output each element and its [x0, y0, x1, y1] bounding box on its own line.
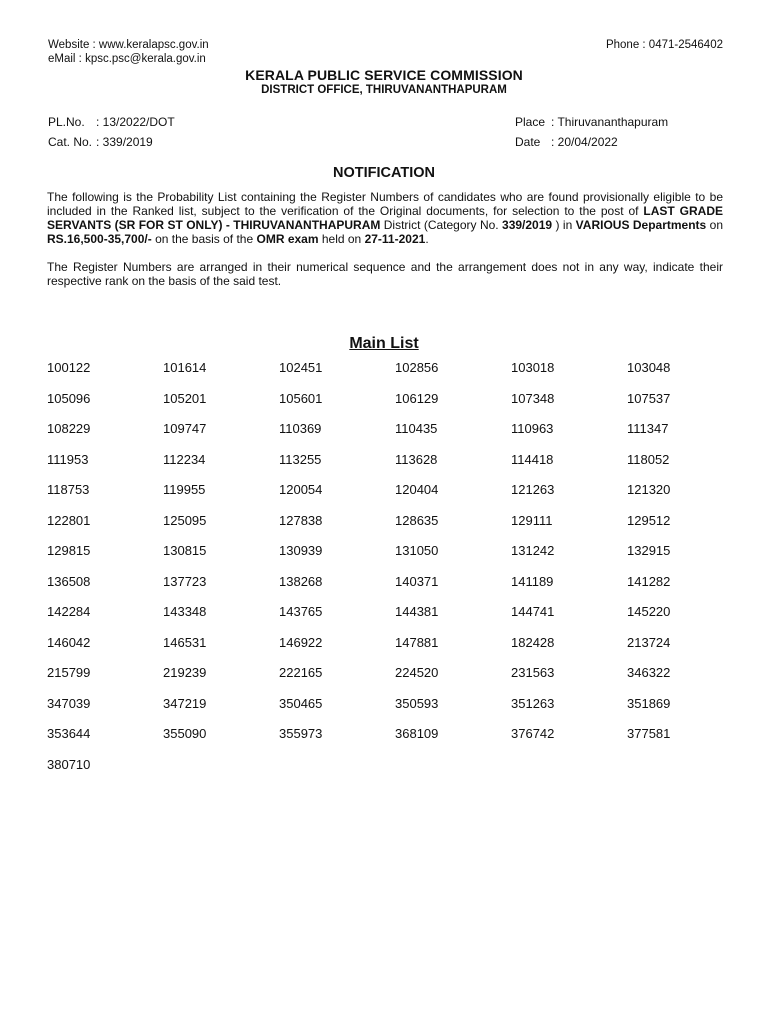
register-number: 142284 — [47, 604, 91, 619]
category-number-row — [48, 135, 153, 149]
register-number: 141189 — [511, 573, 554, 589]
register-number: 120404 — [395, 482, 439, 497]
register-number: 182428 — [511, 634, 555, 650]
place-label: Place — [515, 115, 546, 129]
register-number: 111953 — [47, 451, 89, 467]
notification-paragraph-2: The Register Numbers are arranged in their numerical sequence and the arrangement does not in any way, indicate their respective rank on the basis of the said test. — [47, 260, 723, 288]
register-number: 121320 — [627, 482, 671, 497]
register-number: 351869 — [627, 695, 671, 711]
register-number: 231563 — [511, 665, 555, 680]
register-number: 107537 — [627, 390, 671, 406]
register-number: 346322 — [627, 665, 671, 680]
register-number: 127838 — [279, 512, 323, 528]
register-number: 119955 — [163, 482, 206, 497]
pl-number-label: PL.No. — [48, 115, 85, 129]
register-number: 144741 — [511, 604, 555, 619]
register-number: 107348 — [511, 390, 555, 406]
register-number: 105096 — [47, 390, 91, 406]
register-number: 103018 — [511, 360, 555, 375]
register-number: 131242 — [511, 543, 555, 558]
phone-number: Phone : 0471-2546402 — [605, 39, 723, 51]
register-number: 355090 — [163, 726, 207, 741]
notification-title: NOTIFICATION — [332, 165, 436, 181]
register-number: 120054 — [279, 482, 323, 497]
organization-subtitle: DISTRICT OFFICE, THIRUVANANTHAPURAM — [261, 84, 507, 96]
register-number: 113628 — [395, 451, 438, 467]
register-number: 101614 — [163, 360, 207, 375]
register-number: 144381 — [395, 604, 439, 619]
register-number: 103048 — [627, 360, 671, 375]
register-number: 146531 — [163, 634, 207, 650]
register-number: 129815 — [47, 543, 91, 558]
register-number: 109747 — [163, 421, 207, 436]
category-number-value: : 339/2019 — [96, 135, 153, 149]
date-value: : 20/04/2022 — [551, 135, 618, 149]
pl-number-value: : 13/2022/DOT — [96, 115, 175, 129]
website-link[interactable]: Website : www.keralapsc.gov.in — [48, 39, 209, 51]
register-number: 105201 — [163, 390, 207, 406]
email-link[interactable]: eMail : kpsc.psc@kerala.gov.in — [48, 53, 206, 65]
register-number: 110369 — [279, 421, 322, 436]
register-number: 130815 — [163, 543, 207, 558]
register-number: 146042 — [47, 634, 91, 650]
register-number-grid — [47, 360, 737, 787]
register-number: 146922 — [279, 634, 323, 650]
date-row — [515, 135, 618, 149]
date-label: Date — [515, 135, 541, 149]
organization-title: KERALA PUBLIC SERVICE COMMISSION — [245, 67, 523, 83]
register-number: 351263 — [511, 695, 555, 711]
register-number: 145220 — [627, 604, 671, 619]
register-number: 377581 — [627, 726, 671, 741]
register-number: 114418 — [511, 451, 554, 467]
register-number: 219239 — [163, 665, 207, 680]
register-number: 102451 — [279, 360, 323, 375]
notification-paragraph-1: The following is the Probability List containing the Register Numbers of candidates who are found provisionally eligible to be included in the Ranked list, subject to the verification of the Original documents, for selection to the post of LAST GRADE SERVANTS (SR FOR ST ONLY) - THIRUVANANTHAPURAM District (Category No. 339/2019 ) in VARIOUS Departments on RS.16,500-35,700/- on the basis of the OMR exam held on 27-11-2021. — [47, 190, 723, 246]
register-number: 121263 — [511, 482, 555, 497]
register-number: 118753 — [47, 482, 90, 497]
register-number: 106129 — [395, 390, 439, 406]
place-value: : Thiruvananthapuram — [551, 115, 669, 129]
register-number: 110435 — [395, 421, 438, 436]
register-number: 100122 — [47, 360, 91, 375]
register-number: 347219 — [163, 695, 207, 711]
register-number: 137723 — [163, 573, 207, 589]
register-number: 347039 — [47, 695, 91, 711]
register-number: 355973 — [279, 726, 323, 741]
register-number: 222165 — [279, 665, 323, 680]
register-number: 108229 — [47, 421, 91, 436]
register-number: 215799 — [47, 665, 91, 680]
register-number: 143765 — [279, 604, 323, 619]
register-number: 118052 — [627, 451, 670, 467]
register-number: 105601 — [279, 390, 323, 406]
register-number: 147881 — [395, 634, 439, 650]
register-number: 128635 — [395, 512, 439, 528]
register-number: 125095 — [163, 512, 207, 528]
register-number: 143348 — [163, 604, 207, 619]
register-number: 350465 — [279, 695, 323, 711]
register-number: 140371 — [395, 573, 439, 589]
register-number: 129512 — [627, 512, 671, 528]
register-number: 110963 — [511, 421, 554, 436]
register-number: 113255 — [279, 451, 322, 467]
register-number: 132915 — [627, 543, 671, 558]
register-number: 131050 — [395, 543, 439, 558]
register-number: 141282 — [627, 573, 671, 589]
register-number: 122801 — [47, 512, 91, 528]
main-list-title: Main List — [349, 335, 419, 352]
register-number: 111347 — [627, 421, 669, 436]
register-number: 213724 — [627, 634, 671, 650]
register-number: 376742 — [511, 726, 555, 741]
register-number: 138268 — [279, 573, 323, 589]
register-number: 102856 — [395, 360, 439, 375]
register-number: 224520 — [395, 665, 439, 680]
register-number: 380710 — [47, 756, 91, 772]
register-number: 368109 — [395, 726, 439, 741]
pl-number-row — [48, 115, 175, 129]
register-number: 130939 — [279, 543, 323, 558]
register-number: 353644 — [47, 726, 91, 741]
register-number: 350593 — [395, 695, 439, 711]
place-row — [515, 115, 668, 129]
register-number: 136508 — [47, 573, 91, 589]
register-number: 112234 — [163, 451, 206, 467]
register-number: 129111 — [511, 512, 553, 528]
category-number-label: Cat. No. — [48, 135, 93, 149]
